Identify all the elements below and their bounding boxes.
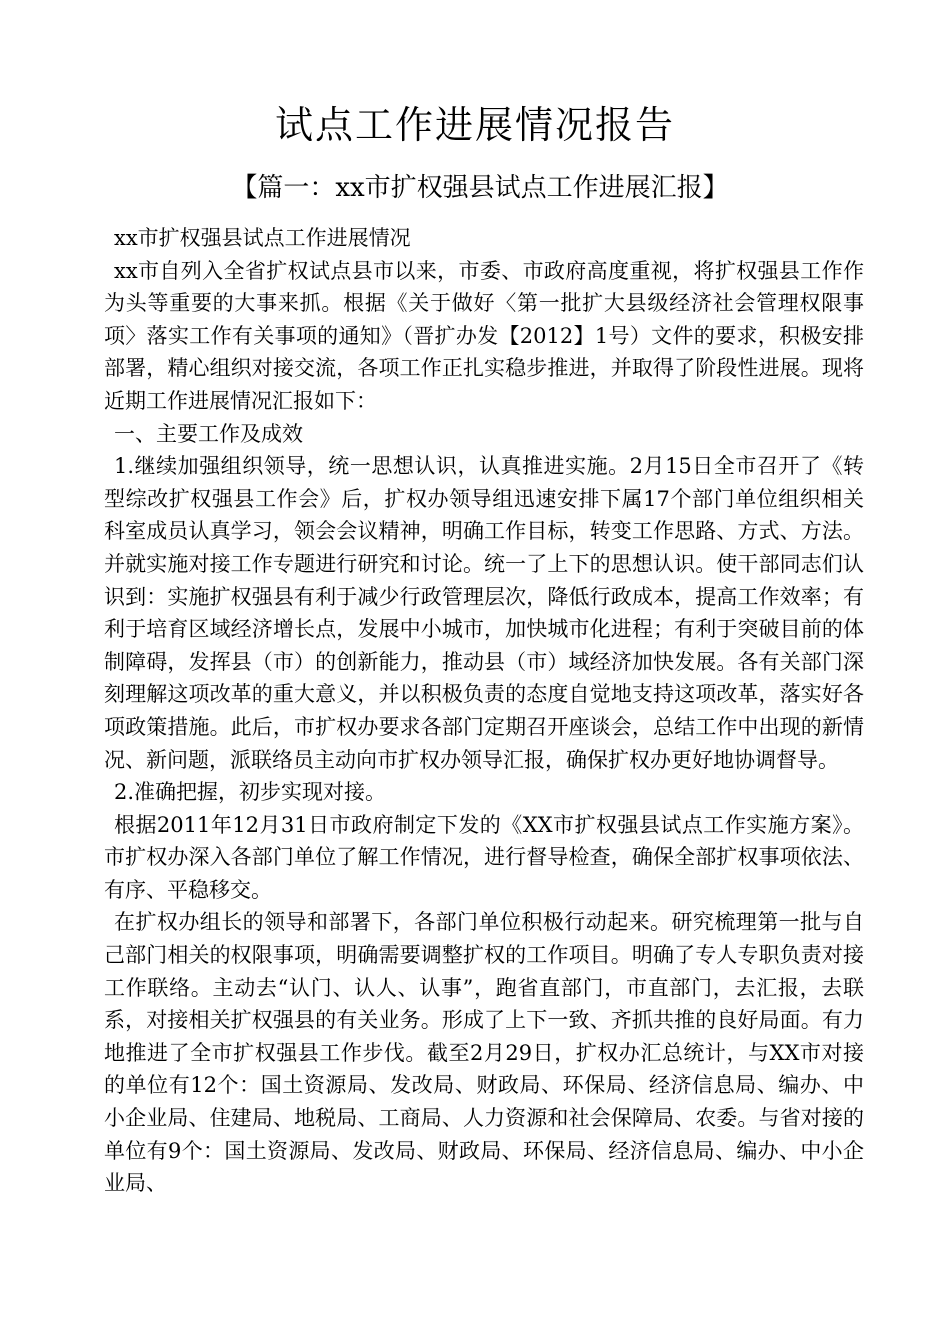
body-paragraph: 根据2011年12月31日市政府制定下发的《XX市扩权强县试点工作实施方案》。市扩权办深入各部门单位了解工作情况，进行督导检查，确保全部扩权事项依法、有序、平稳移交。	[104, 812, 864, 902]
section-heading: xx市扩权强县试点工作进展情况	[114, 226, 411, 250]
document-body	[104, 222, 864, 1200]
document-subtitle: 【篇一：xx市扩权强县试点工作进展汇报】	[231, 173, 729, 203]
section-heading: 2.准确把握，初步实现对接。	[114, 780, 387, 805]
document-title: 试点工作进展情况报告	[274, 103, 675, 147]
body-paragraph: 1.继续加强组织领导，统一思想认识，认真推进实施。2月15日全市召开了《转型综改扩权强县工作会》后，扩权办领导组迅速安排下属17个部门单位组织相关科室成员认真学习，领会会议精神，明确工作目标，转变工作思路、方式、方法。并就实施对接工作专题进行研究和讨论。统一了上下的思想认识。使干部同志们认识到：实施扩权强县有利于减少行政管理层次，降低行政成本，提高工作效率；有利于培育区域经济增长点，发展中小城市，加快城市化进程；有利于突破目前的体制障碍，发挥县（市）的创新能力，推动县（市）域经济加快发展。各有关部门深刻理解这项改革的重大意义，并以积极负责的态度自觉地支持这项改革，落实好各项政策措施。此后，市扩权办要求各部门定期召开座谈会，总结工作中出现的新情况、新问题，派联络员主动向市扩权办领导汇报，确保扩权办更好地协调督导。	[104, 454, 864, 772]
body-paragraph: 在扩权办组长的领导和部署下，各部门单位积极行动起来。研究梳理第一批与自己部门相关的权限事项，明确需要调整扩权的工作项目。明确了专人专职负责对接工作联络。主动去“认门、认人、认事”，跑省直部门，市直部门，去汇报，去联系，对接相关扩权强县的有关业务。形成了上下一致、齐抓共推的良好局面。有力地推进了全市扩权强县工作步伐。截至2月29日，扩权办汇总统计，与XX市对接的单位有12个：国土资源局、发改局、财政局、环保局、经济信息局、编办、中小企业局、住建局、地税局、工商局、人力资源和社会保障局、农委。与省对接的单位有9个：国土资源局、发改局、财政局、环保局、经济信息局、编办、中小企业局、	[104, 910, 864, 1196]
body-paragraph: xx市自列入全省扩权试点县市以来，市委、市政府高度重视，将扩权强县工作作为头等重要的大事来抓。根据《关于做好〈第一批扩大县级经济社会管理权限事项〉落实工作有关事项的通知》（晋扩办发【2012】1号）文件的要求，积极安排部署，精心组织对接交流，各项工作正扎实稳步推进，并取得了阶段性进展。现将近期工作进展情况汇报如下：	[104, 258, 864, 413]
section-heading: 一、主要工作及成效	[114, 421, 303, 446]
